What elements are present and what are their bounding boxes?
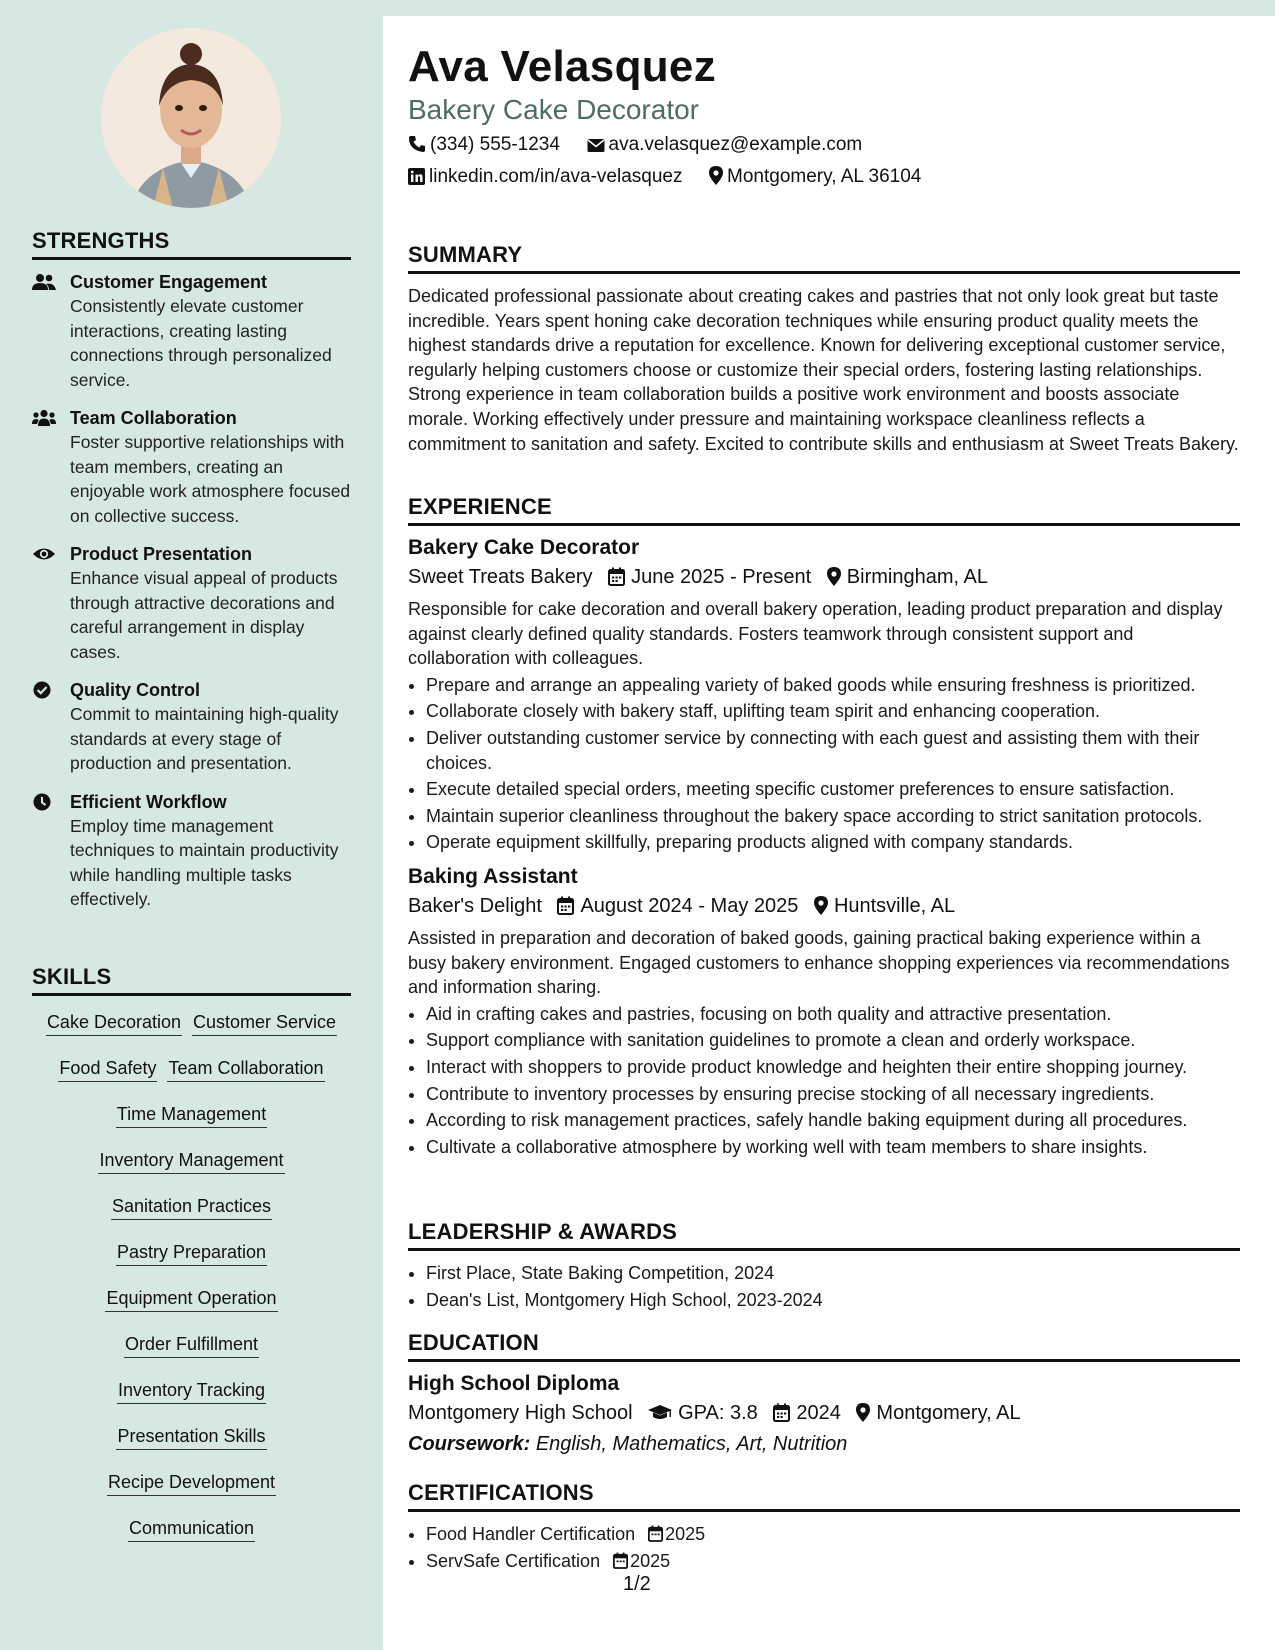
skills-list <box>32 1006 351 1562</box>
job-description: Assisted in preparation and decoration of baked goods, gaining practical baking experience within a busy bakery environment. Engaged customers to enhance shopping experiences via recommendations and information sharing. <box>408 927 1230 998</box>
strength-desc: Foster supportive relationships with team members, creating an enjoyable work atmosphere focused on collective success. <box>70 432 351 526</box>
certification-year: 2025 <box>665 1524 706 1544</box>
skill-tag: Sanitation Practices <box>111 1194 272 1220</box>
job-title: Bakery Cake Decorator <box>408 536 640 559</box>
candidate-name: Ava Velasquez <box>408 42 716 91</box>
job-dates: August 2024 - May 2025 <box>580 894 799 917</box>
certification-year: 2025 <box>630 1550 671 1571</box>
strength-title: Team Collaboration <box>70 408 237 428</box>
page-number: 1/2 <box>623 1573 651 1595</box>
certification-item <box>426 1549 1240 1574</box>
strength-title: Efficient Workflow <box>70 791 227 812</box>
skill-tag: Presentation Skills <box>116 1424 266 1450</box>
skill-tag: Pastry Preparation <box>116 1240 267 1266</box>
skill-tag: Inventory Tracking <box>117 1378 266 1404</box>
bullet-item: • Collaborate closely with bakery staff, uplifting team spirit and enhancing cooperation. <box>426 699 1240 724</box>
education-section <box>408 1330 1240 1456</box>
summary-text: Dedicated professional passionate about creating cakes and pastries that not only look great but taste incredible. Years spent honing cake decoration techniques while ensuring product quality meets the highest standards drive a reputation for excellence. Known for delivering exceptional customer service, regularly helping customers choose or customize their special orders, fostering lasting relationships. Strong experience in team collaboration builds a positive work environment and boosts associate morale. Working effectively under pressure and maintaining workspace cleanliness reflects a commitment to sanitation and safety. Excited to contribute skills and enthusiasm at Sweet Treats Bakery. <box>408 286 1239 454</box>
experience-section <box>408 494 1240 1161</box>
graduation-cap-icon <box>648 1404 672 1422</box>
strengths-section <box>32 228 351 926</box>
strengths-heading: STRENGTHS <box>32 228 351 260</box>
envelope-icon <box>587 138 605 153</box>
strength-item <box>32 406 351 528</box>
leadership-section <box>408 1219 1240 1314</box>
contact-row-2 <box>408 166 921 188</box>
leadership-heading: LEADERSHIP & AWARDS <box>408 1219 1240 1251</box>
bullet-item: • Aid in crafting cakes and pastries, focusing on both quality and attractive presentation. <box>426 1002 1240 1027</box>
graduation-year: 2024 <box>796 1402 841 1424</box>
job-dates: June 2025 - Present <box>631 566 812 588</box>
job-meta <box>408 566 1240 589</box>
skill-tag: Order Fulfillment <box>124 1332 259 1358</box>
skill-tag: Customer Service <box>192 1010 337 1036</box>
skill-tag: Cake Decoration <box>46 1010 182 1036</box>
strength-item <box>32 678 351 776</box>
job-company: Baker's Delight <box>408 894 542 917</box>
bullet-item: • Cultivate a collaborative atmosphere by working well with team members to share insights. <box>426 1135 1240 1160</box>
skill-tag: Food Safety <box>58 1056 157 1082</box>
eye-icon <box>32 545 56 563</box>
team-icon <box>32 409 56 427</box>
location-text: Montgomery, AL 36104 <box>727 166 922 187</box>
leadership-list <box>408 1261 1240 1312</box>
bullet-item: • According to risk management practices, safely handle baking equipment during all procedures. <box>426 1108 1240 1133</box>
email-link[interactable]: ava.velasquez@example.com <box>608 134 863 155</box>
calendar-icon <box>648 1525 663 1542</box>
strength-desc: Consistently elevate customer interactions, creating lasting connections through personalized service. <box>70 296 332 390</box>
education-meta <box>408 1402 1240 1425</box>
education-heading: EDUCATION <box>408 1330 1240 1362</box>
coursework-label: Coursework: <box>408 1433 531 1455</box>
summary-section <box>408 242 1240 456</box>
skill-tag: Recipe Development <box>107 1470 276 1496</box>
job-location: Huntsville, AL <box>833 894 956 917</box>
linkedin-link[interactable]: linkedin.com/in/ava-velasquez <box>429 166 683 187</box>
job-location: Birmingham, AL <box>846 566 988 588</box>
skill-tag: Team Collaboration <box>167 1056 324 1082</box>
job-description: Responsible for cake decoration and overall bakery operation, leading product preparation and display against clearly defined quality standards. Fosters teamwork through consistent support and collaboration with colleagues. <box>408 599 1223 669</box>
skills-section <box>32 964 351 1562</box>
skill-tag: Communication <box>128 1516 255 1542</box>
candidate-role: Bakery Cake Decorator <box>408 94 700 125</box>
linkedin-icon <box>408 168 425 185</box>
job-bullets <box>408 673 1240 855</box>
bullet-item: • First Place, State Baking Competition, 2024 <box>426 1261 1240 1286</box>
sidebar <box>0 0 383 1650</box>
certification-name: Food Handler Certification <box>426 1524 636 1544</box>
contact-row-1 <box>408 134 862 156</box>
calendar-icon <box>773 1403 790 1422</box>
coursework-text: English, Mathematics, Art, Nutrition <box>535 1433 848 1455</box>
job-entry <box>408 865 1240 1159</box>
strength-title: Product Presentation <box>70 544 253 564</box>
check-circle-icon <box>32 681 56 699</box>
job-meta <box>408 895 1240 918</box>
strength-desc: Commit to maintaining high-quality standards at every stage of production and presentation. <box>70 704 339 773</box>
experience-heading: EXPERIENCE <box>408 494 1240 526</box>
certifications-section <box>408 1480 1240 1575</box>
strength-item <box>32 270 351 392</box>
map-pin-icon <box>827 567 841 586</box>
calendar-icon <box>613 1552 628 1569</box>
strength-item <box>32 790 351 912</box>
certifications-heading: CERTIFICATIONS <box>408 1480 1240 1512</box>
school-name: Montgomery High School <box>408 1402 633 1424</box>
strength-item <box>32 542 351 664</box>
users-icon <box>32 273 56 291</box>
bullet-item: • Support compliance with sanitation guidelines to promote a clean and orderly workspace. <box>426 1028 1240 1053</box>
degree-title: High School Diploma <box>408 1372 620 1395</box>
bullet-item: • Operate equipment skillfully, preparing products aligned with company standards. <box>426 830 1240 855</box>
bullet-item: • Deliver outstanding customer service by connecting with each guest and assisting them with their choices. <box>426 726 1240 775</box>
summary-heading: SUMMARY <box>408 242 1240 274</box>
bullet-item: • Interact with shoppers to provide product knowledge and heighten their entire shopping journey. <box>426 1055 1240 1080</box>
map-pin-icon <box>709 166 723 185</box>
strength-desc: Employ time management techniques to maintain productivity while handling multiple tasks effectively. <box>70 815 339 909</box>
gpa-text: GPA: 3.8 <box>678 1402 758 1424</box>
strength-desc: Enhance visual appeal of products through attractive decorations and careful arrangement in display cases. <box>70 568 338 662</box>
certifications-list <box>408 1522 1240 1573</box>
skill-tag: Equipment Operation <box>105 1286 277 1312</box>
job-company: Sweet Treats Bakery <box>408 566 593 588</box>
certification-item <box>426 1522 1240 1547</box>
profile-photo <box>101 28 281 208</box>
bullet-item: • Execute detailed special orders, meeting specific customer preferences to ensure satisfaction. <box>426 777 1240 802</box>
calendar-icon <box>608 567 625 586</box>
bullet-item: • Prepare and arrange an appealing variety of baked goods while ensuring freshness is prioritized. <box>426 673 1240 698</box>
job-title: Baking Assistant <box>408 864 578 888</box>
bullet-item: • Maintain superior cleanliness throughout the bakery space according to strict sanitation protocols. <box>426 804 1240 829</box>
map-pin-icon <box>814 896 828 915</box>
job-entry <box>408 536 1240 855</box>
certification-name: ServSafe Certification <box>426 1550 601 1571</box>
skill-tag: Inventory Management <box>98 1148 284 1174</box>
bullet-item: • Contribute to inventory processes by ensuring precise stocking of all necessary ingredients. <box>426 1082 1240 1107</box>
clock-icon <box>32 793 56 811</box>
bullet-item: • Dean's List, Montgomery High School, 2023-2024 <box>426 1288 1240 1313</box>
phone-text[interactable]: (334) 555-1234 <box>430 134 560 155</box>
strength-title: Customer Engagement <box>70 272 268 292</box>
calendar-icon <box>557 896 574 915</box>
coursework-line <box>408 1433 1240 1456</box>
school-location: Montgomery, AL <box>876 1402 1021 1424</box>
skills-heading: SKILLS <box>32 964 351 996</box>
skill-tag: Time Management <box>116 1102 267 1128</box>
job-bullets <box>408 1002 1240 1160</box>
strength-title: Quality Control <box>70 680 200 700</box>
phone-icon <box>408 135 426 153</box>
map-pin-icon <box>856 1403 870 1422</box>
